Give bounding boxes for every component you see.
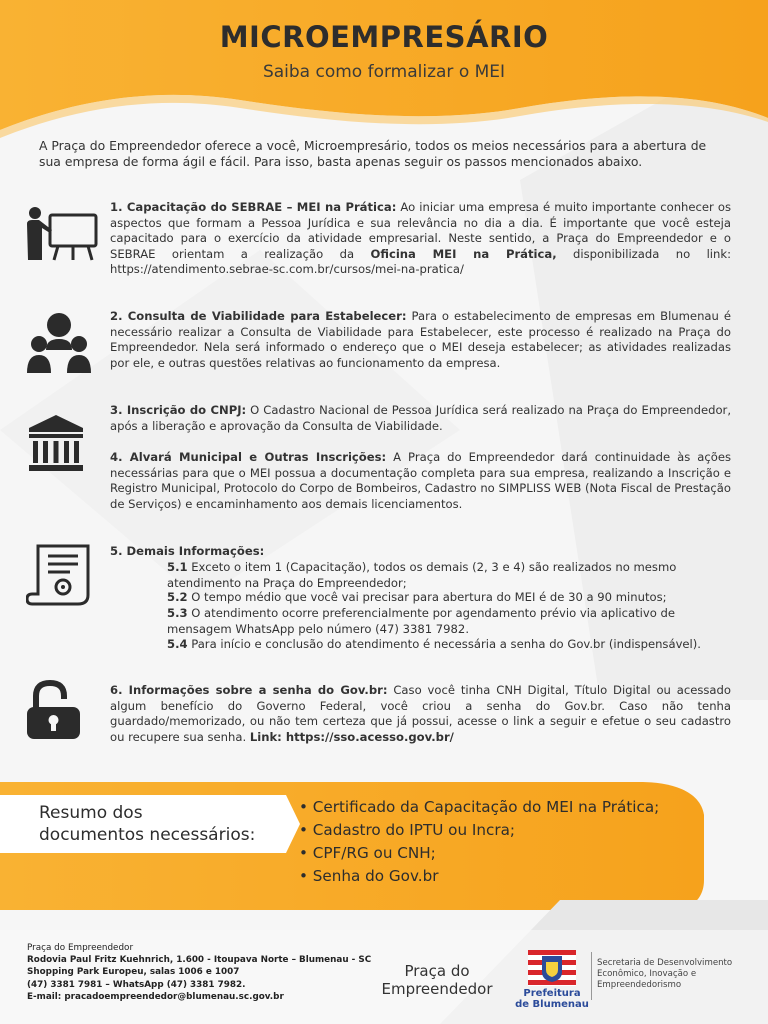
step-5-1	[167, 560, 737, 591]
summary-item: • Senha do Gov.br	[299, 867, 439, 885]
summary-item: • CPF/RG ou CNH;	[299, 844, 436, 862]
step-1-capacitacao	[110, 200, 731, 278]
step-6-govbr	[110, 683, 731, 745]
step-5-2-number: 5.2	[167, 590, 188, 604]
step-6-link[interactable]: Link: https://sso.acesso.gov.br/	[249, 729, 454, 744]
footer-email[interactable]: E-mail: pracadoempreendedor@blumenau.sc.gov.br	[27, 991, 284, 1002]
page-title: MICROEMPRESÁRIO	[219, 20, 549, 54]
logo-praca-line1: Praça do	[404, 962, 470, 980]
step-1-oficina: Oficina MEI na Prática,	[370, 246, 557, 261]
step-1-heading: 1. Capacitação do SEBRAE – MEI na Prática:	[110, 200, 397, 214]
step-5-2-text: O tempo médio que você vai precisar para abertura do MEI é de 30 a 90 minutos;	[187, 590, 667, 604]
step-6-heading: 6. Informações sobre a senha do Gov.br:	[110, 683, 388, 697]
footer-phone: (47) 3381 7981 – WhatsApp (47) 3381 7982.	[27, 979, 246, 990]
document-certificate-icon	[26, 543, 92, 607]
step-1-link[interactable]: disponibilizada no link: https://atendimento.sebrae-sc.com.br/cursos/mei-na-pratica/	[110, 246, 731, 276]
step-5-heading-text: 5. Demais Informações:	[110, 544, 265, 558]
group-icon	[26, 312, 92, 374]
secretaria-text: Secretaria de Desenvolvimento Econômico, Inovação e Empreendedorismo	[597, 958, 733, 991]
step-6-text: Caso você tinha CNH Digital, Título Digital ou acessado algum benefício do Governo Federal, você criou a senha do Gov.br. Caso não tenha guardado/memorizado, ou não tem certeza que já possui, acesse o link a seguir e efetue o seu cadastro ou recupere sua senha.	[110, 683, 731, 744]
presentation-icon	[26, 206, 98, 262]
step-2-heading: 2. Consulta de Viabilidade para Estabelecer:	[110, 309, 407, 323]
step-2-viabilidade	[110, 309, 731, 371]
footer-line: Praça do Empreendedor	[27, 943, 134, 953]
step-5-3	[167, 606, 737, 637]
footer-address: Rodovia Paul Fritz Kuehnrich, 1.600 - Itoupava Norte – Blumenau - SC	[27, 955, 372, 966]
intro-paragraph: A Praça do Empreendedor oferece a você, Microempresário, todos os meios necessários para a abertura de sua empresa de forma ágil e fácil. Para isso, basta apenas seguir os passos mencionados abaixo.	[39, 138, 707, 169]
page-subtitle: Saiba como formalizar o MEI	[262, 62, 506, 82]
step-3-text: O Cadastro Nacional de Pessoa Jurídica será realizado na Praça do Empreendedor, após a liberação e aprovação da Consulta de Viabilidade.	[110, 403, 732, 433]
summary-item: • Cadastro do IPTU ou Incra;	[299, 821, 516, 839]
bank-icon	[28, 414, 84, 472]
step-5-4	[167, 637, 737, 653]
step-5-2	[167, 590, 737, 606]
step-5-heading	[110, 544, 731, 560]
logo-pref-line1: Prefeitura	[523, 988, 581, 999]
footer-contact	[27, 942, 371, 1003]
footer-address-2: Shopping Park Europeu, salas 1006 e 1007	[27, 967, 240, 978]
prefeitura-blumenau-logo	[514, 988, 590, 1010]
logo-praca-line2: Empreendedor	[381, 980, 493, 998]
summary-item: • Certificado da Capacitação do MEI na Prática;	[299, 798, 660, 816]
step-4-text: A Praça do Empreendedor dará continuidade às ações necessárias para que o MEI possua a documentação completa para sua empresa, realizando a Inscrição e Registro Municipal, Protocolo do Corpo de Bombeiros, Cadastro no SIMPLISS WEB (Nota Fiscal de Prestação de Serviços) e encaminhamento aos demais licenciamentos.	[110, 450, 731, 511]
step-5-4-text: Para início e conclusão do atendimento é necessária a senha do Gov.br (indispensável).	[187, 637, 701, 651]
step-5-1-number: 5.1	[167, 560, 188, 574]
praca-empreendedor-logo	[376, 962, 498, 998]
step-3-cnpj	[110, 403, 731, 434]
step-5-3-number: 5.3	[167, 606, 188, 620]
summary-title-line1: Resumo dos	[39, 803, 143, 823]
summary-title-line2: documentos necessários:	[39, 825, 256, 845]
summary-title	[39, 802, 255, 846]
step-5-4-number: 5.4	[167, 637, 188, 651]
step-5-1-text: Exceto o item 1 (Capacitação), todos os demais (2, 3 e 4) são realizados no mesmo atendimento na Praça do Empreendedor;	[167, 560, 677, 590]
logo-pref-line2: de Blumenau	[515, 999, 589, 1010]
step-5-3-text: O atendimento ocorre preferencialmente por agendamento prévio via aplicativo de mensagem WhatsApp pelo número (47) 3381 7982.	[167, 606, 676, 636]
blumenau-flag-icon	[528, 950, 576, 986]
padlock-open-icon	[26, 680, 82, 740]
footer-divider	[591, 952, 592, 1000]
step-3-heading: 3. Inscrição do CNPJ:	[110, 403, 247, 417]
step-4-alvara	[110, 450, 731, 512]
step-1-text: Ao iniciar uma empresa é muito importante conhecer os aspectos que formam a Pessoa Jurídica e sua relevância no dia a dia. É importante que você esteja capacitado para o exercício da atividade empresarial. Neste sentido, a Praça do Empreendedor e o SEBRAE orientam a realização da	[110, 200, 731, 261]
step-2-text: Para o estabelecimento de empresas em Blumenau é necessário realizar a Consulta de Viabilidade para Estabelecer, este processo é realizado na Praça do Empreendedor. Nela será informado o endereço que o MEI deseja estabelecer; as atividades realizadas por ele, e outras questões relativas ao funcionamento da empresa.	[110, 309, 731, 370]
summary-list	[299, 796, 659, 888]
step-4-heading: 4. Alvará Municipal e Outras Inscrições:	[110, 450, 387, 464]
